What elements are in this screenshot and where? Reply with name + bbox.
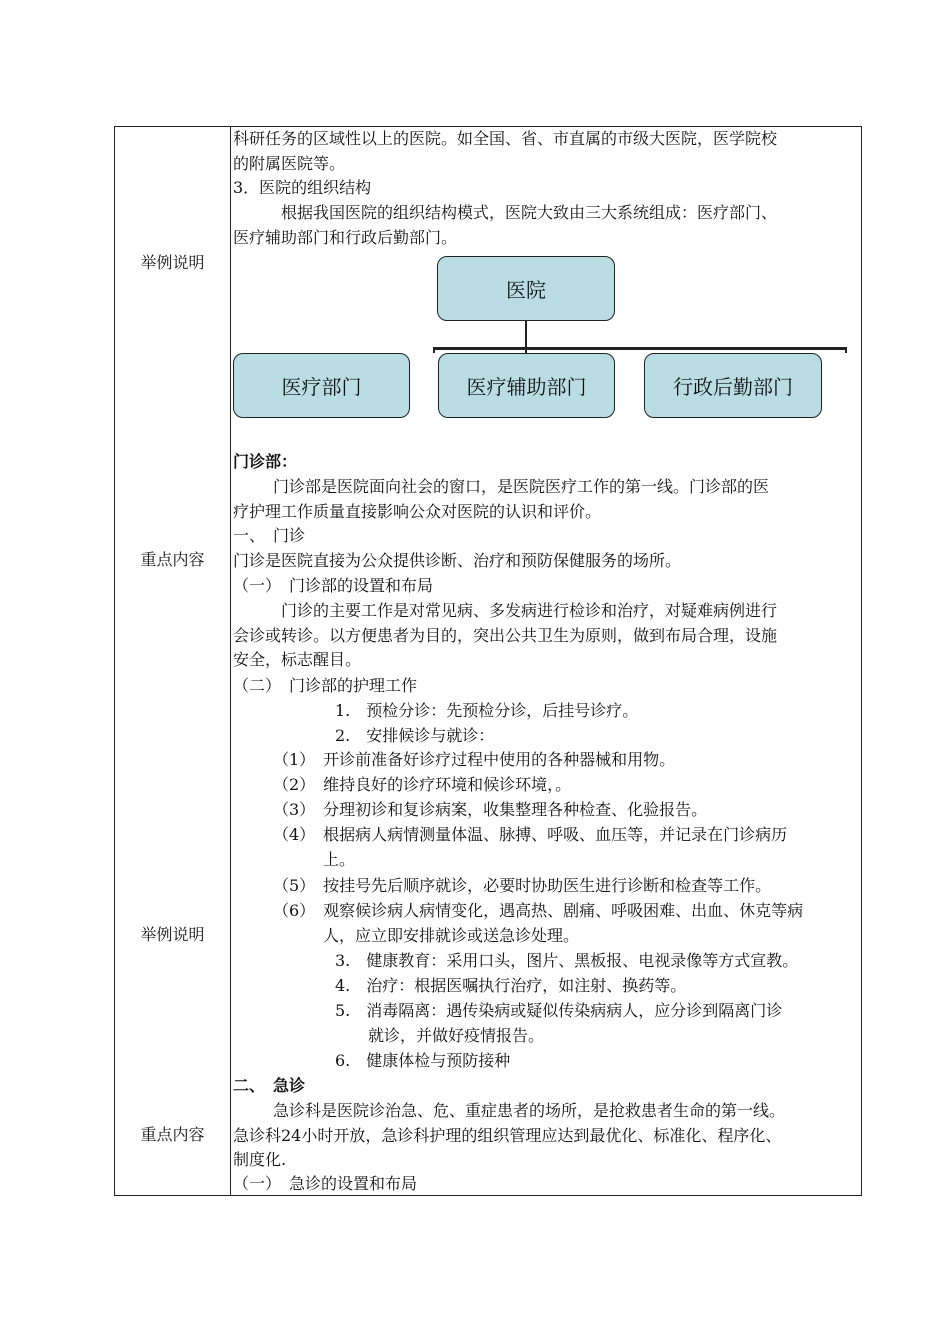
org-node-medical: 医疗部门 bbox=[233, 353, 410, 418]
org-connector bbox=[433, 347, 847, 350]
label-key-content-2: 重点内容 bbox=[140, 1125, 205, 1144]
org-node-medical-support: 医疗辅助部门 bbox=[438, 353, 615, 418]
text-line: （二） 门诊部的护理工作 bbox=[233, 676, 418, 695]
section-heading: 门诊部： bbox=[233, 452, 298, 471]
text-line: 一、 门诊 bbox=[233, 526, 306, 545]
list-item: 就诊，并做好疫情报告。 bbox=[368, 1026, 545, 1045]
label-key-content-1: 重点内容 bbox=[140, 550, 205, 569]
list-item: （3） 分理初诊和复诊病案，收集整理各种检查、化验报告。 bbox=[273, 800, 708, 819]
list-item: 上。 bbox=[323, 850, 356, 869]
org-connector bbox=[433, 347, 435, 353]
text-line: 科研任务的区域性以上的医院。如全国、省、市直属的市级大医院，医学院校 bbox=[233, 129, 778, 148]
text-line: 3．医院的组织结构 bbox=[233, 178, 372, 197]
list-item: （5） 按挂号先后顺序就诊，必要时协助医生进行诊断和检查等工作。 bbox=[273, 876, 772, 895]
list-item: 人，应立即安排就诊或送急诊处理。 bbox=[323, 926, 580, 945]
list-item: （1） 开诊前准备好诊疗过程中使用的各种器械和用物。 bbox=[273, 750, 676, 769]
text-line: （一） 急诊的设置和布局 bbox=[233, 1174, 418, 1193]
text-line: 安全，标志醒目。 bbox=[233, 650, 362, 669]
text-line: 会诊或转诊。以方便患者为目的，突出公共卫生为原则，做到布局合理，设施 bbox=[233, 626, 778, 645]
org-connector bbox=[525, 321, 527, 349]
text-line: 的附属医院等。 bbox=[233, 154, 346, 173]
list-item: 3. 健康教育：采用口头，图片、黑板报、电视录像等方式宣教。 bbox=[335, 951, 799, 970]
text-line: 急诊科24小时开放，急诊科护理的组织管理应达到最优化、标准化、程序化、 bbox=[233, 1126, 782, 1145]
org-node-hospital: 医院 bbox=[437, 256, 615, 321]
list-item: 2. 安排候诊与就诊： bbox=[335, 726, 495, 745]
text-line: 医疗辅助部门和行政后勤部门。 bbox=[233, 228, 458, 247]
text-line: 根据我国医院的组织结构模式，医院大致由三大系统组成：医疗部门、 bbox=[281, 203, 778, 222]
text-line: 门诊是医院直接为公众提供诊断、治疗和预防保健服务的场所。 bbox=[233, 551, 682, 570]
label-example-1: 举例说明 bbox=[140, 253, 205, 272]
section-heading: 二、 急诊 bbox=[233, 1076, 306, 1095]
list-item: 1. 预检分诊：先预检分诊，后挂号诊疗。 bbox=[335, 701, 639, 720]
list-item: 6. 健康体检与预防接种 bbox=[335, 1051, 511, 1070]
text-line: （一） 门诊部的设置和布局 bbox=[233, 576, 434, 595]
text-line: 急诊科是医院诊治急、危、重症患者的场所，是抢救患者生命的第一线。 bbox=[273, 1101, 786, 1120]
list-item: 4. 治疗：根据医嘱执行治疗，如注射、换药等。 bbox=[335, 976, 687, 995]
list-item: （4） 根据病人病情测量体温、脉搏、呼吸、血压等，并记录在门诊病历 bbox=[273, 825, 788, 844]
text-line: 门诊部是医院面向社会的窗口，是医院医疗工作的第一线。门诊部的医 bbox=[273, 477, 770, 496]
list-item: （2） 维持良好的诊疗环境和候诊环境，。 bbox=[273, 775, 572, 794]
label-example-2: 举例说明 bbox=[140, 925, 205, 944]
list-item: 5. 消毒隔离：遇传染病或疑似传染病病人，应分诊到隔离门诊 bbox=[335, 1001, 783, 1020]
text-line: 门诊的主要工作是对常见病、多发病进行检诊和治疗，对疑难病例进行 bbox=[281, 601, 778, 620]
org-connector bbox=[845, 347, 847, 353]
text-line: 疗护理工作质量直接影响公众对医院的认识和评价。 bbox=[233, 502, 602, 521]
list-item: （6） 观察候诊病人病情变化，遇高热、剧痛、呼吸困难、出血、休克等病 bbox=[273, 901, 804, 920]
text-line: 制度化. bbox=[233, 1150, 287, 1169]
org-node-admin-logistics: 行政后勤部门 bbox=[644, 353, 822, 418]
content-table bbox=[114, 126, 862, 1196]
content-cell bbox=[231, 127, 861, 1195]
